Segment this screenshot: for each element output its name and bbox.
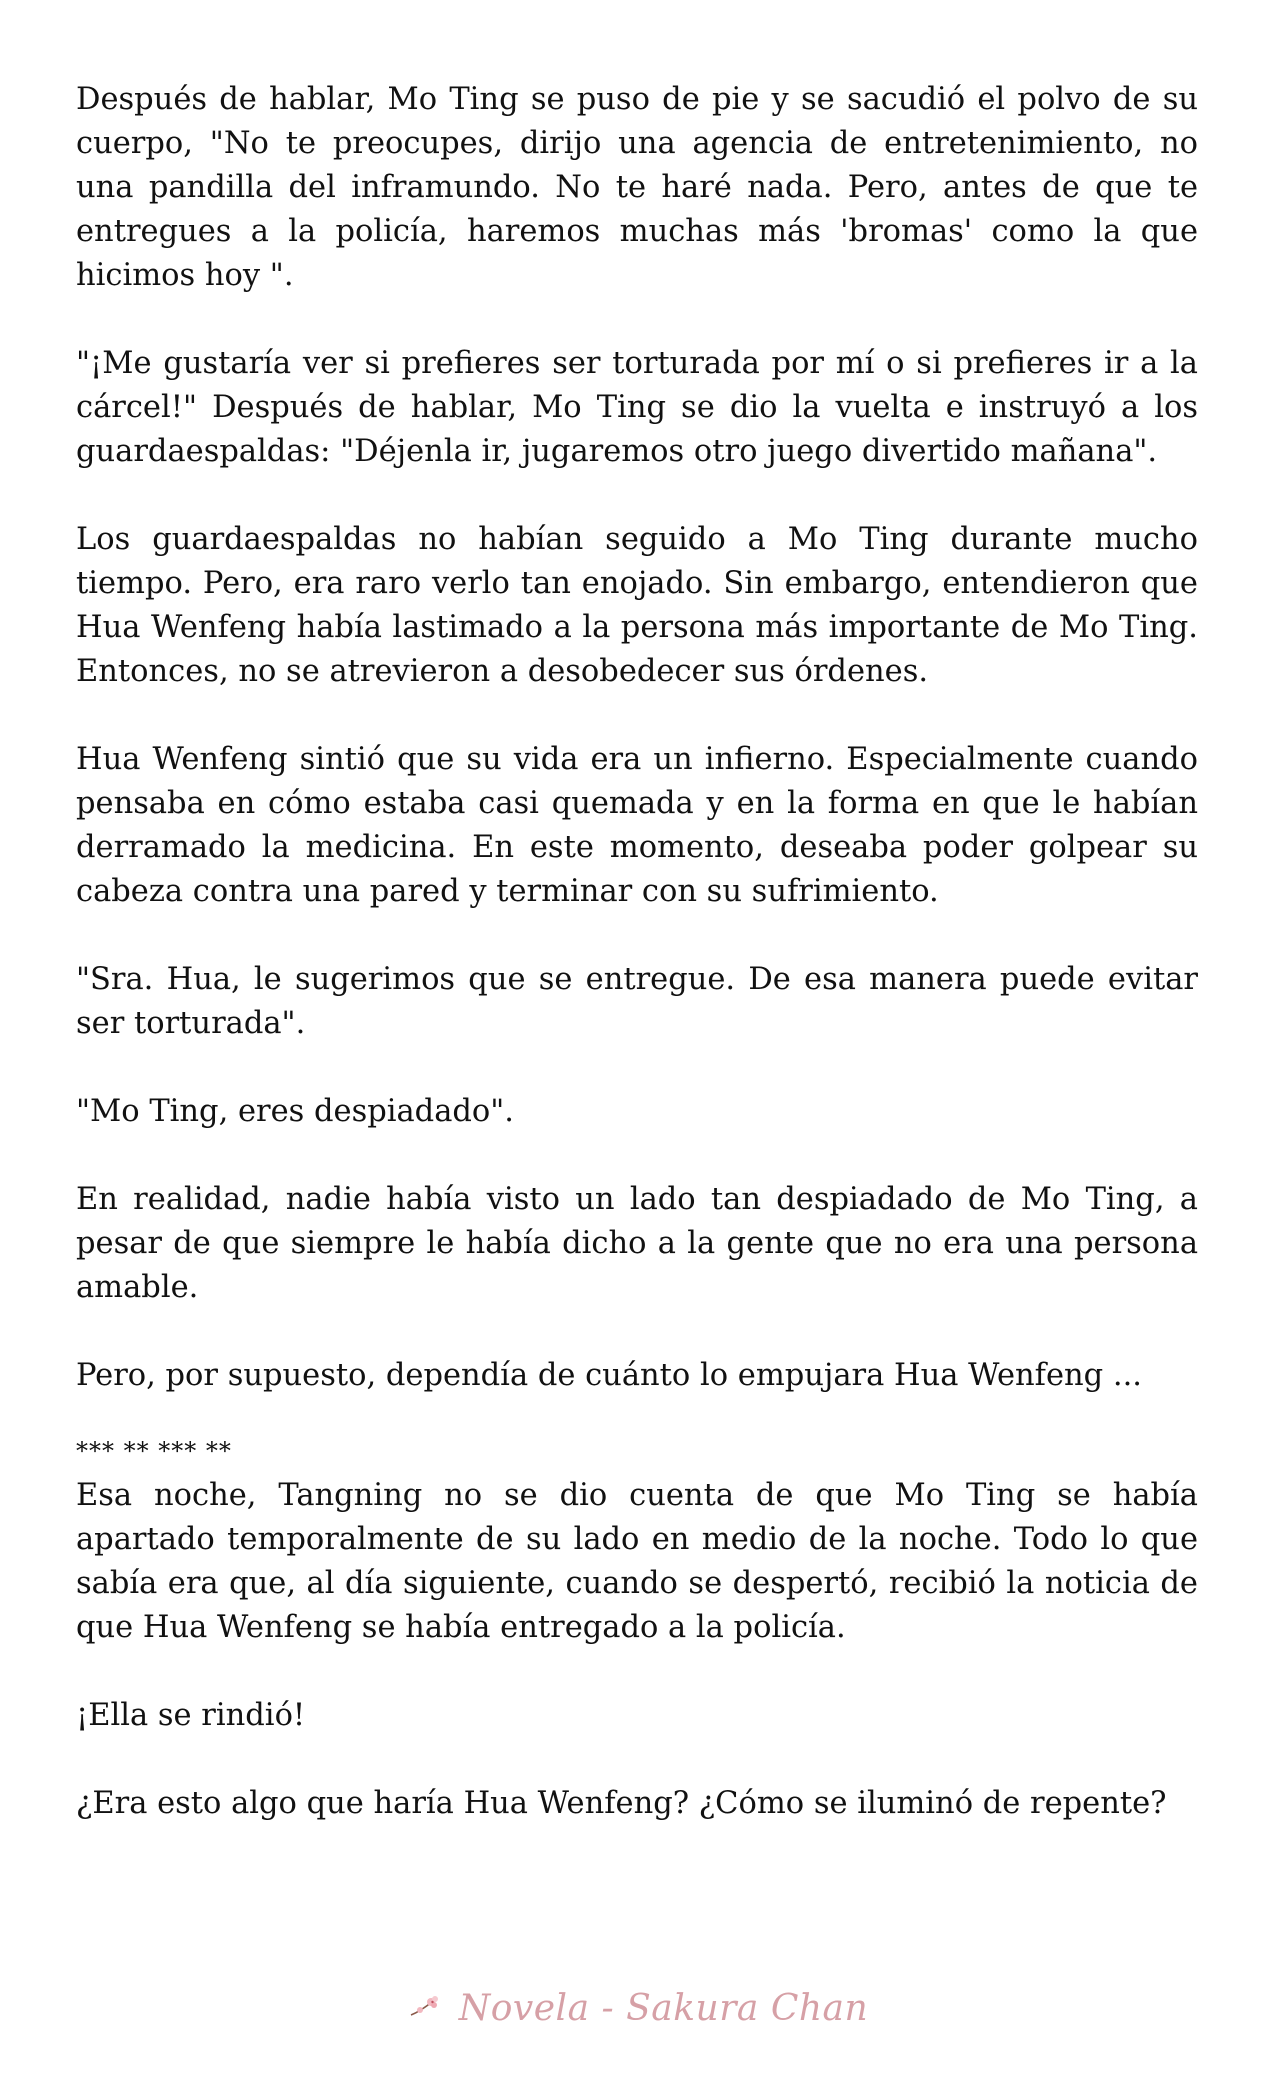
watermark-text: Novela - Sakura Chan — [458, 1988, 869, 2029]
paragraph-3: Los guardaespaldas no habían seguido a Mo Ting durante mucho tiempo. Pero, era raro verlo tan enojado. Sin embargo, entendieron que Hua Wenfeng había lastimado a la persona más importante de Mo Ting. Entonces, no se atrevieron a desobedecer sus órdenes. — [76, 522, 1198, 689]
document-body — [76, 78, 1198, 1870]
paragraph-1: Después de hablar, Mo Ting se puso de pie y se sacudió el polvo de su cuerpo, "No te preocupes, dirijo una agencia de entretenimiento, no una pandilla del inframundo. No te haré nada. Pero, antes de que te entregues a la policía, haremos muchas más 'bromas' como la que hicimos hoy ". — [76, 82, 1198, 293]
paragraph-10: ¡Ella se rindió! — [76, 1698, 306, 1733]
scene-separator: *** ** *** ** — [76, 1437, 232, 1465]
sakura-flower-icon — [407, 1991, 441, 2032]
paragraph-8: Pero, por supuesto, dependía de cuánto lo empujara Hua Wenfeng ... — [76, 1358, 1142, 1393]
paragraph-7: En realidad, nadie había visto un lado tan despiadado de Mo Ting, a pesar de que siempre le había dicho a la gente que no era una persona amable. — [76, 1182, 1198, 1305]
paragraph-6: "Mo Ting, eres despiadado". — [76, 1094, 515, 1129]
paragraph-9: Esa noche, Tangning no se dio cuenta de que Mo Ting se había apartado temporalmente de su lado en medio de la noche. Todo lo que sabía era que, al día siguiente, cuando se despertó, recibió la noticia de que Hua Wenfeng se había entregado a la policía. — [76, 1478, 1198, 1645]
paragraph-2: "¡Me gustaría ver si prefieres ser torturada por mí o si prefieres ir a la cárcel!" Después de hablar, Mo Ting se dio la vuelta e instruyó a los guardaespaldas: "Déjenla ir, jugaremos otro juego divertido mañana". — [76, 346, 1198, 469]
paragraph-5: "Sra. Hua, le sugerimos que se entregue. De esa manera puede evitar ser torturada". — [76, 962, 1198, 1041]
paragraph-11: ¿Era esto algo que haría Hua Wenfeng? ¿Cómo se iluminó de repente? — [76, 1786, 1167, 1821]
watermark — [0, 1988, 1275, 2032]
paragraph-4: Hua Wenfeng sintió que su vida era un infierno. Especialmente cuando pensaba en cómo estaba casi quemada y en la forma en que le habían derramado la medicina. En este momento, deseaba poder golpear su cabeza contra una pared y terminar con su sufrimiento. — [76, 742, 1198, 909]
